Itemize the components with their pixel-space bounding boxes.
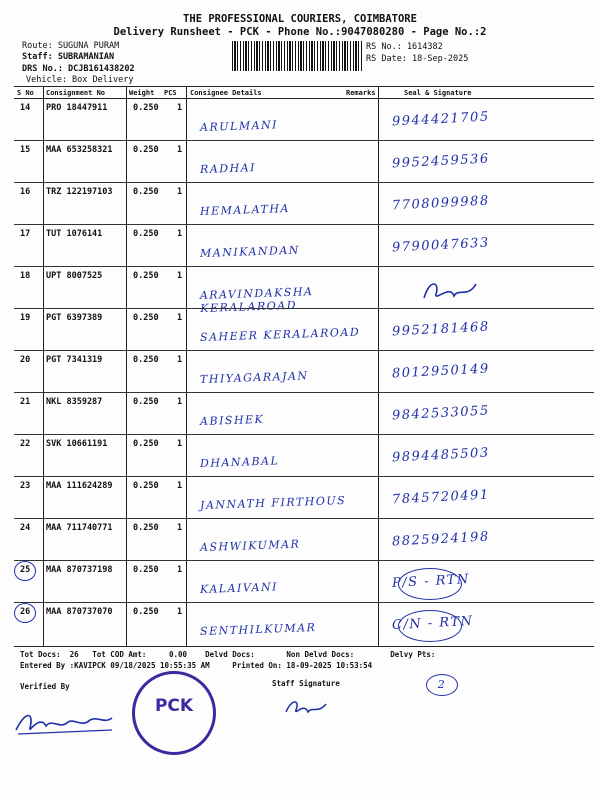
serial-number: 23 bbox=[20, 481, 31, 491]
row-divider bbox=[14, 224, 594, 225]
verified-by-label: Verified By bbox=[20, 682, 70, 691]
pcs-value: 1 bbox=[177, 439, 183, 449]
weight-value: 0.250 bbox=[133, 565, 159, 575]
serial-number: 26 bbox=[20, 607, 31, 617]
status-circle bbox=[398, 568, 462, 600]
consignee-handwritten: KALAIVANI bbox=[199, 580, 279, 597]
signature-scribble bbox=[420, 274, 480, 308]
serial-number: 15 bbox=[20, 145, 31, 155]
row-divider bbox=[14, 182, 594, 183]
pcs-value: 1 bbox=[177, 565, 183, 575]
signature-handwritten: 9842533055 bbox=[391, 403, 491, 424]
col-consignee: Consignee Details bbox=[190, 89, 262, 97]
weight-value: 0.250 bbox=[133, 397, 159, 407]
consignment-number: NKL 8359287 bbox=[46, 397, 103, 407]
serial-number: 18 bbox=[20, 271, 31, 281]
weight-value: 0.250 bbox=[133, 229, 159, 239]
row-divider bbox=[14, 518, 594, 519]
signature-handwritten: 9944421705 bbox=[391, 109, 491, 130]
signature-handwritten: C/N - RTN bbox=[391, 613, 474, 634]
company-name: THE PROFESSIONAL COURIERS, COIMBATORE bbox=[183, 13, 417, 25]
consignee-handwritten: MANIKANDAN bbox=[199, 243, 301, 261]
consignee-handwritten: SENTHILKUMAR bbox=[199, 620, 317, 639]
consignment-number: TRZ 122197103 bbox=[46, 187, 113, 197]
pcs-value: 1 bbox=[177, 229, 183, 239]
serial-circle bbox=[14, 561, 36, 581]
pcs-value: 1 bbox=[177, 187, 183, 197]
consignment-number: PGT 6397389 bbox=[46, 313, 103, 323]
consignment-number: UPT 8007525 bbox=[46, 271, 103, 281]
signature-handwritten: 9952181468 bbox=[391, 319, 491, 340]
entered-by-line: Entered By :KAVIPCK 09/18/2025 10:55:35 AM Printed On: 18-09-2025 10:53:54 bbox=[20, 661, 373, 670]
consignment-number: MAA 870737198 bbox=[46, 565, 113, 575]
col-seal: Seal & Signature bbox=[404, 89, 472, 97]
pcs-value: 1 bbox=[177, 397, 183, 407]
serial-number: 14 bbox=[20, 103, 31, 113]
consignee-handwritten: ARULMANI bbox=[199, 118, 279, 135]
col-sno: S No bbox=[17, 89, 34, 97]
pcs-value: 1 bbox=[177, 313, 183, 323]
weight-value: 0.250 bbox=[133, 523, 159, 533]
barcode bbox=[232, 41, 362, 71]
table-bottom-rule bbox=[14, 646, 594, 647]
col-divider bbox=[378, 86, 379, 646]
serial-number: 25 bbox=[20, 565, 31, 575]
row-divider bbox=[14, 266, 594, 267]
col-divider bbox=[126, 86, 127, 646]
serial-number: 21 bbox=[20, 397, 31, 407]
pcs-value: 1 bbox=[177, 103, 183, 113]
runsheet-title: Delivery Runsheet - PCK - Phone No.:9047080280 - Page No.:2 bbox=[113, 26, 487, 38]
signature-handwritten: 7708099988 bbox=[391, 193, 491, 214]
pcs-value: 1 bbox=[177, 523, 183, 533]
circled-mark: 2 bbox=[426, 674, 458, 696]
signature-handwritten: 9790047633 bbox=[391, 235, 491, 256]
vehicle-label: Vehicle: Box Delivery bbox=[26, 75, 134, 85]
weight-value: 0.250 bbox=[133, 607, 159, 617]
serial-number: 17 bbox=[20, 229, 31, 239]
col-consignment: Consignment No bbox=[46, 89, 106, 97]
weight-value: 0.250 bbox=[133, 481, 159, 491]
weight-value: 0.250 bbox=[133, 187, 159, 197]
consignment-number: SVK 10661191 bbox=[46, 439, 108, 449]
status-circle bbox=[398, 610, 462, 642]
serial-number: 24 bbox=[20, 523, 31, 533]
consignment-number: PRO 18447911 bbox=[46, 103, 108, 113]
row-divider bbox=[14, 560, 594, 561]
col-pcs: PCS bbox=[164, 89, 177, 97]
row-divider bbox=[14, 476, 594, 477]
pcs-value: 1 bbox=[177, 481, 183, 491]
consignee-handwritten: RADHAI bbox=[199, 161, 257, 177]
row-divider bbox=[14, 392, 594, 393]
signature-handwritten: P/S - RTN bbox=[391, 571, 471, 592]
consignee-handwritten: HEMALATHA bbox=[199, 201, 291, 219]
table-header-rule bbox=[14, 98, 594, 99]
weight-value: 0.250 bbox=[133, 313, 159, 323]
row-divider bbox=[14, 140, 594, 141]
col-weight: Weight bbox=[129, 89, 155, 97]
verifier-signature bbox=[12, 700, 122, 740]
consignee-handwritten: ASHWIKUMAR bbox=[199, 537, 301, 555]
drs-label: DRS No.: DCJB161438202 bbox=[22, 64, 135, 74]
consignee-handwritten: THIYAGARAJAN bbox=[199, 369, 309, 387]
row-divider bbox=[14, 350, 594, 351]
consignment-number: MAA 711740771 bbox=[46, 523, 113, 533]
weight-value: 0.250 bbox=[133, 439, 159, 449]
pcs-value: 1 bbox=[177, 355, 183, 365]
totals-line: Tot Docs: 26 Tot COD Amt: 0.00 Delvd Docs: Non Delvd Docs: Delvy Pts: bbox=[20, 650, 436, 659]
serial-circle bbox=[14, 603, 36, 623]
staff-label: Staff: SUBRAMANIAN bbox=[22, 52, 115, 62]
consignee-handwritten: ABISHEK bbox=[199, 412, 265, 429]
col-divider bbox=[43, 86, 44, 646]
rs-date: RS Date: 18-Sep-2025 bbox=[366, 54, 469, 64]
weight-value: 0.250 bbox=[133, 271, 159, 281]
row-divider bbox=[14, 602, 594, 603]
route-label: Route: SUGUNA PURAM bbox=[22, 41, 120, 51]
signature-handwritten: 8825924198 bbox=[391, 529, 491, 550]
pcs-value: 1 bbox=[177, 145, 183, 155]
weight-value: 0.250 bbox=[133, 145, 159, 155]
serial-number: 19 bbox=[20, 313, 31, 323]
signature-handwritten: 7845720491 bbox=[391, 487, 491, 508]
rs-number: RS No.: 1614382 bbox=[366, 42, 443, 52]
row-divider bbox=[14, 434, 594, 435]
pcs-value: 1 bbox=[177, 271, 183, 281]
consignment-number: MAA 653258321 bbox=[46, 145, 113, 155]
signature-handwritten: 9894485503 bbox=[391, 445, 491, 466]
staff-signature bbox=[282, 692, 332, 722]
serial-number: 22 bbox=[20, 439, 31, 449]
row-divider bbox=[14, 308, 594, 309]
serial-number: 16 bbox=[20, 187, 31, 197]
staff-signature-label: Staff Signature bbox=[272, 679, 340, 688]
consignee-handwritten: JANNATH FIRTHOUS bbox=[199, 493, 347, 513]
consignment-number: PGT 7341319 bbox=[46, 355, 103, 365]
weight-value: 0.250 bbox=[133, 103, 159, 113]
consignee-handwritten: DHANABAL bbox=[199, 454, 280, 471]
serial-number: 20 bbox=[20, 355, 31, 365]
signature-handwritten: 9952459536 bbox=[391, 151, 491, 172]
consignment-number: TUT 1076141 bbox=[46, 229, 103, 239]
pcs-value: 1 bbox=[177, 607, 183, 617]
consignee-handwritten: ARAVINDAKSHA KERALAROAD bbox=[199, 285, 314, 316]
consignee-handwritten: SAHEER KERALAROAD bbox=[199, 325, 361, 345]
consignment-number: MAA 870737070 bbox=[46, 607, 113, 617]
consignment-number: MAA 111624289 bbox=[46, 481, 113, 491]
pck-stamp: PCK bbox=[132, 671, 216, 755]
table-top-rule bbox=[14, 86, 594, 87]
col-remarks: Remarks bbox=[346, 89, 376, 97]
col-divider bbox=[186, 86, 187, 646]
weight-value: 0.250 bbox=[133, 355, 159, 365]
signature-handwritten: 8012950149 bbox=[391, 361, 491, 382]
